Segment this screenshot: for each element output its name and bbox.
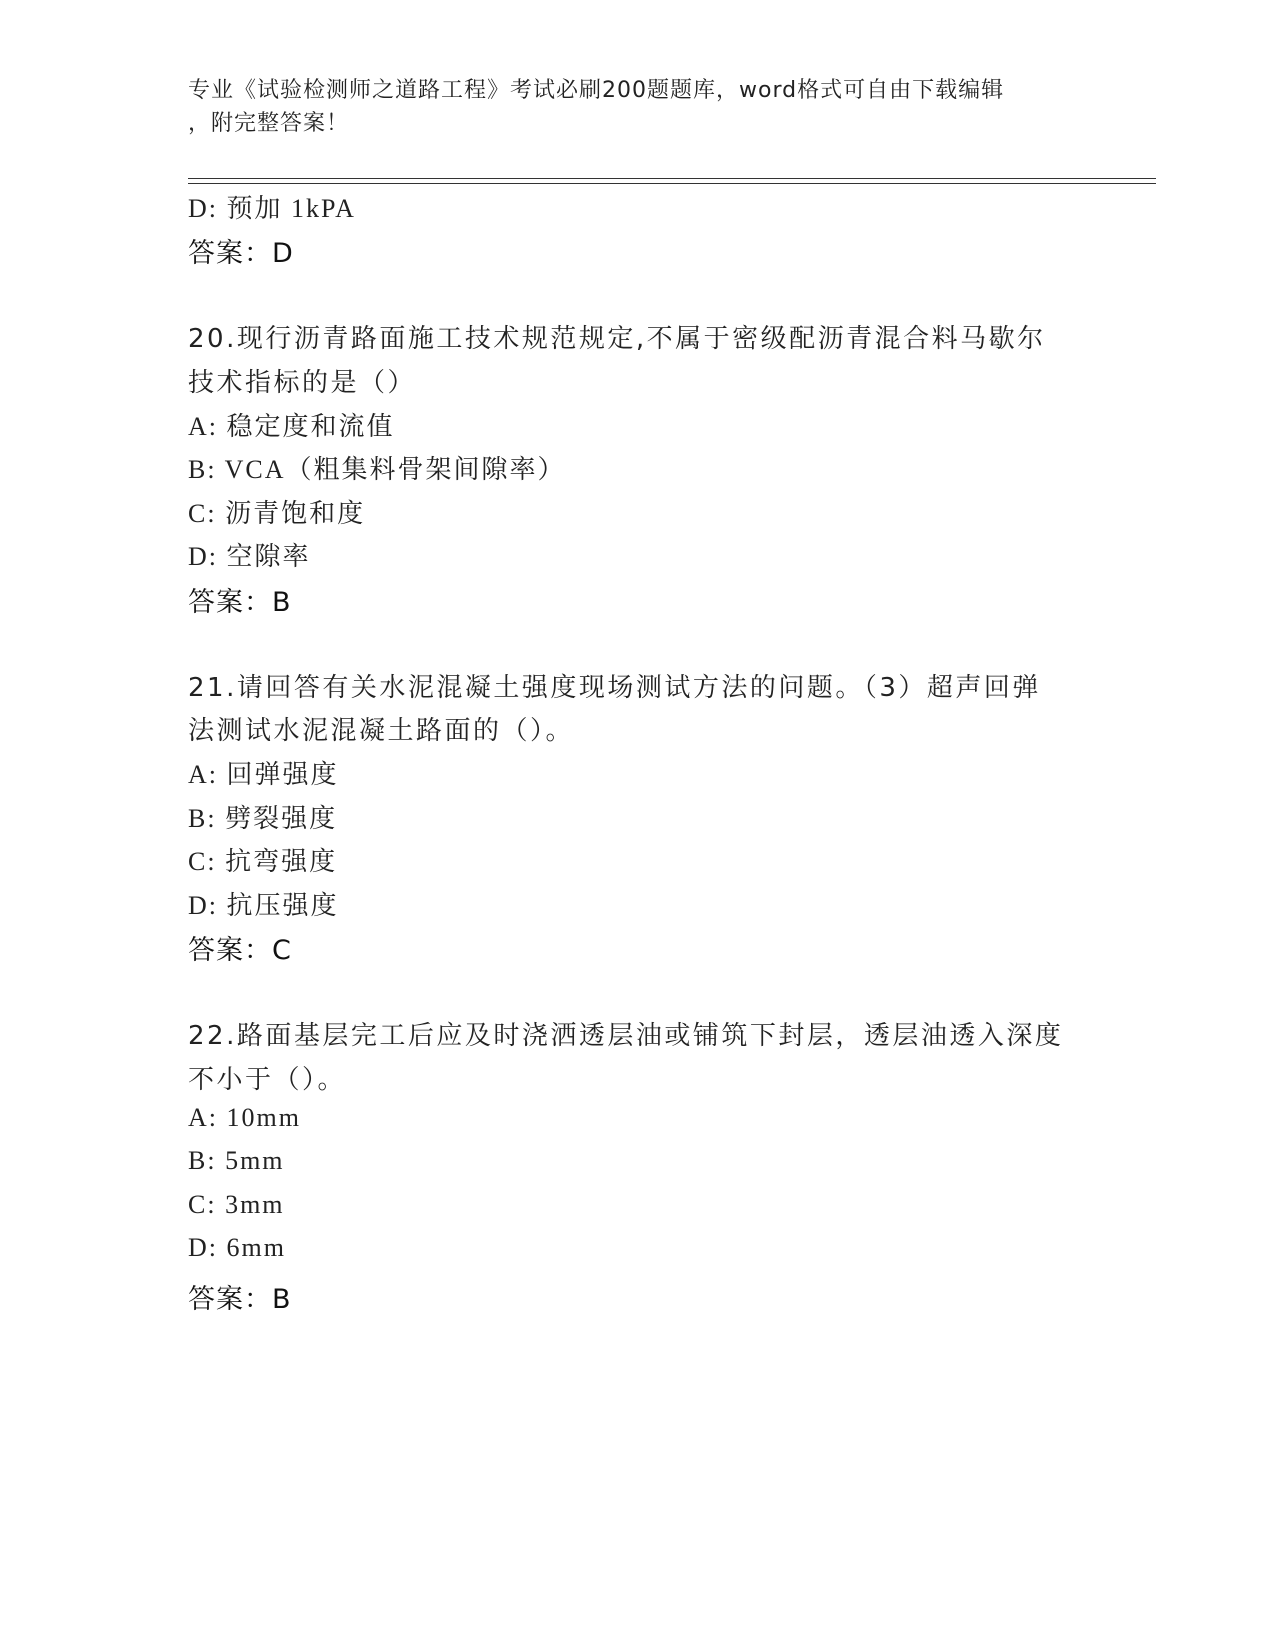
header-divider-bottom (188, 183, 1156, 184)
q21-option-b: B: 劈裂强度 (188, 804, 338, 833)
q21-option-d: D: 抗压强度 (188, 891, 339, 920)
q21-option-c: C: 抗弯强度 (188, 847, 338, 876)
q22-option-d: D: 6mm (188, 1233, 286, 1262)
prev-answer: 答案：D (188, 238, 294, 269)
q22-answer: 答案：B (188, 1284, 292, 1315)
prev-option-d: D: 预加 1kPA (188, 194, 356, 223)
q22-stem-line1: 22.路面基层完工后应及时浇洒透层油或铺筑下封层，透层油透入深度 (188, 1021, 1064, 1051)
q22-stem-line2: 不小于（）。 (188, 1065, 347, 1095)
q20-stem-line2: 技术指标的是（） (188, 368, 417, 398)
q21-stem-line1: 21.请回答有关水泥混凝土强度现场测试方法的问题。（3）超声回弹 (188, 673, 1041, 703)
q20-option-c: C: 沥青饱和度 (188, 499, 366, 528)
q22-option-a: A: 10mm (188, 1103, 301, 1132)
q20-stem-line1: 20.现行沥青路面施工技术规范规定,不属于密级配沥青混合料马歇尔 (188, 324, 1046, 354)
q21-option-a: A: 回弹强度 (188, 760, 339, 789)
header-divider-top (188, 178, 1156, 179)
q20-option-a: A: 稳定度和流值 (188, 412, 395, 441)
q20-answer: 答案：B (188, 587, 292, 618)
q21-answer: 答案：C (188, 935, 292, 966)
q20-option-d: D: 空隙率 (188, 542, 311, 571)
q21-stem-line2: 法测试水泥混凝土路面的（）。 (188, 716, 575, 746)
header-title-continuation: ，附完整答案！ (188, 111, 350, 136)
q22-option-b: B: 5mm (188, 1146, 285, 1175)
q22-option-c: C: 3mm (188, 1190, 285, 1219)
header-title-line: 专业《试验检测师之道路工程》考试必刷200题题库，word格式可自由下载编辑 (188, 78, 1005, 103)
q20-option-b: B: VCA（粗集料骨架间隙率） (188, 455, 566, 484)
document-header (188, 74, 1088, 140)
